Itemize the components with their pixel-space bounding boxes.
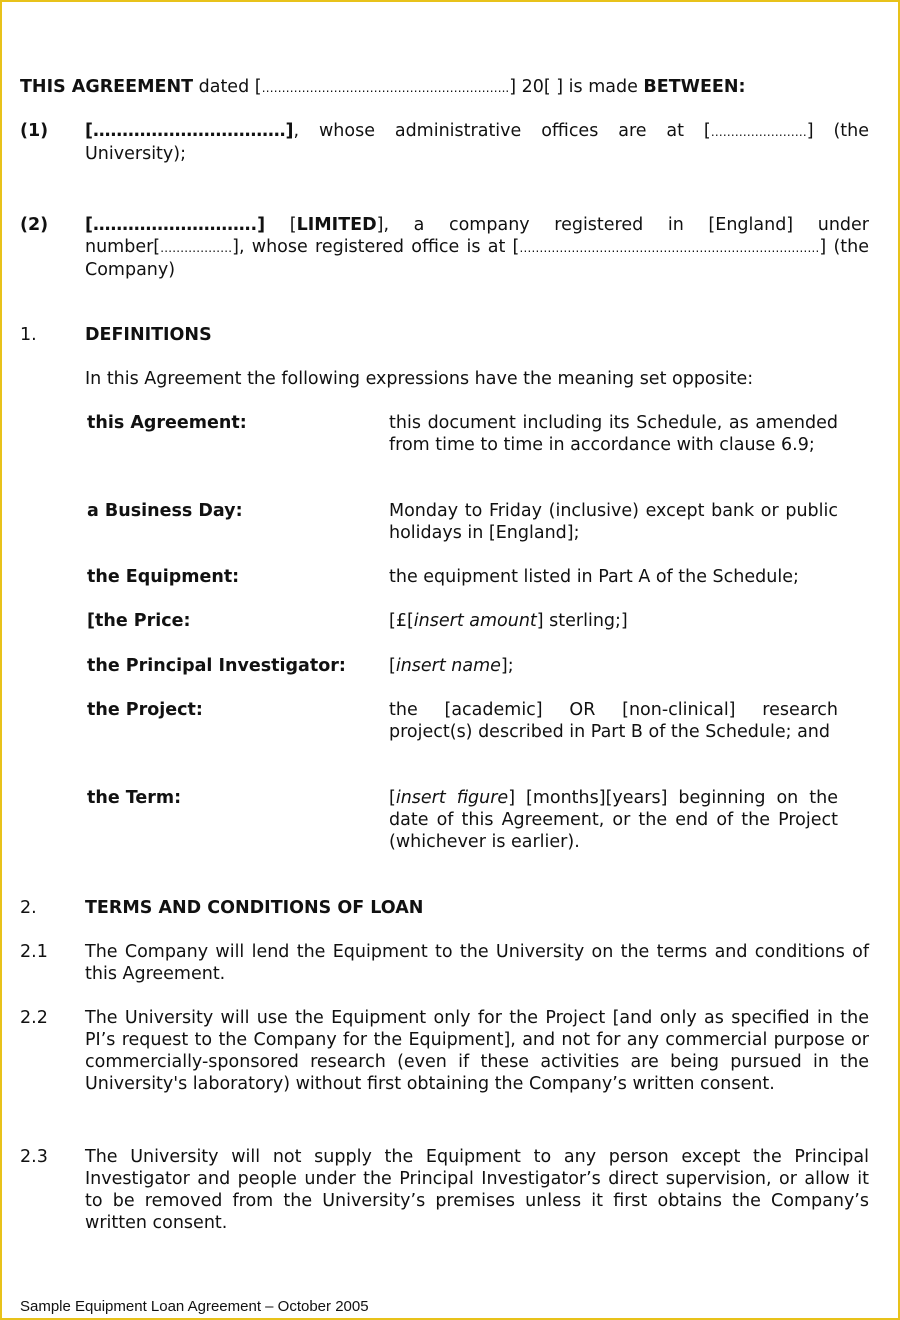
party2-text: [……………………….] [LIMITED], a company registered in [England] under number[………………], whose registered office is at […………………………………………………………………] (the Company) [85, 215, 870, 280]
party2-number: (2) [20, 215, 49, 235]
placeholder-text: insert amount [413, 611, 537, 631]
def-meaning: [insert name]; [389, 656, 514, 676]
def-term: the Principal Investigator: [87, 656, 346, 676]
def-meaning: this document including its Schedule, as amended from time to time in accordance with clause 6.9; [389, 413, 838, 455]
def-meaning: [£[insert amount] sterling;] [389, 611, 628, 631]
company-number-blank: ……………… [160, 241, 233, 255]
page-footer: Sample Equipment Loan Agreement – October 2005 [20, 1298, 369, 1315]
def-meaning: the [academic] OR [non-clinical] research project(s) described in Part B of the Schedule; and [389, 700, 838, 742]
section2-number: 2. [20, 898, 37, 918]
clause-number: 2.1 [20, 942, 48, 962]
clause-number: 2.3 [20, 1147, 48, 1167]
party1-text: [……………………………], whose administrative offices are at [……………………] (the University); [85, 121, 870, 164]
limited-label: LIMITED [296, 215, 377, 235]
clause-text: The University will not supply the Equipment to any person except the Principal Investigator and people under the Principal Investigator’s direct supervision, or allow it to be removed from the University’s premises unless it first obtains the Company’s written consent. [85, 1147, 869, 1233]
definitions-intro: In this Agreement the following expressions have the meaning set opposite: [85, 369, 754, 389]
clause-text: The University will use the Equipment only for the Project [and only as specified in the PI’s request to the Company for the Equipment], and not for any commercial purpose or commercially-sponsored research (even if these activities are being pursued in the University's laboratory) without first obtaining the Company’s written consent. [85, 1008, 869, 1094]
clause-text: The Company will lend the Equipment to the University on the terms and conditions of this Agreement. [85, 942, 869, 984]
section2-heading: TERMS AND CONDITIONS OF LOAN [85, 898, 424, 918]
between-label: BETWEEN: [643, 77, 746, 97]
party1-name-blank: [……………………………] [85, 121, 294, 141]
clause-number: 2.2 [20, 1008, 48, 1028]
dated-text: dated [ [193, 77, 262, 97]
placeholder-text: insert figure [395, 788, 509, 808]
year-text: ] 20[ ] is made [509, 77, 644, 97]
agreement-label: THIS AGREEMENT [20, 77, 194, 97]
section1-heading: DEFINITIONS [85, 325, 212, 345]
party2-name-blank: [……………………….] [85, 215, 266, 235]
def-term: this Agreement: [87, 413, 247, 433]
placeholder-text: insert name [395, 656, 501, 676]
def-meaning: Monday to Friday (inclusive) except bank or public holidays in [England]; [389, 501, 838, 543]
def-meaning: the equipment listed in Part A of the Schedule; [389, 567, 799, 587]
def-term: the Equipment: [87, 567, 240, 587]
def-term: the Term: [87, 788, 182, 808]
def-term: the Project: [87, 700, 203, 720]
agreement-intro [20, 76, 880, 99]
def-term: a Business Day: [87, 501, 243, 521]
office-address-blank: ………………………………………………………………… [519, 241, 820, 255]
party1-address-blank: …………………… [710, 125, 807, 139]
def-meaning: [insert figure] [months][years] beginning on the date of this Agreement, or the end of the Project (whichever is earlier). [389, 788, 838, 852]
date-blank: …………………………………………………….. [261, 81, 510, 95]
section1-number: 1. [20, 325, 37, 345]
def-term: [the Price: [87, 611, 191, 631]
party1-number: (1) [20, 121, 49, 141]
